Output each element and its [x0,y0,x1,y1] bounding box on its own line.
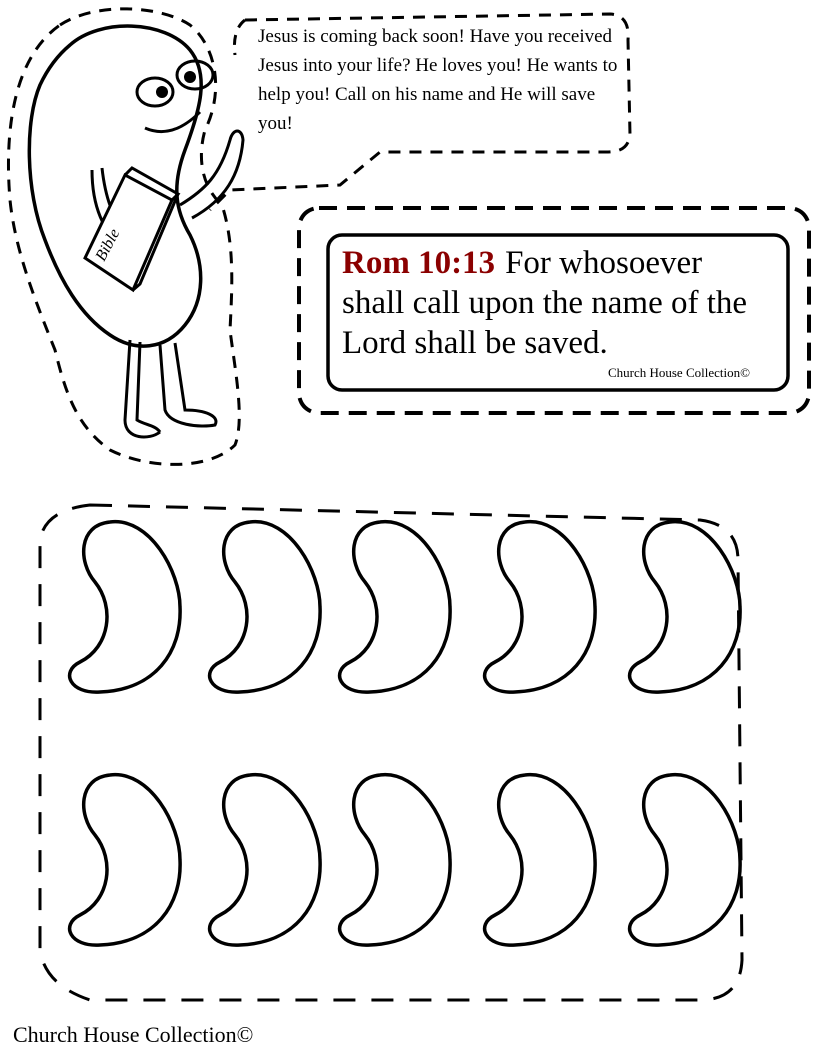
verse-reference: Rom 10:13 [342,245,496,281]
bean-cutout [210,522,321,692]
verse-credit: Church House Collection© [607,365,750,380]
speech-bubble-left-edge [234,20,245,55]
bean-character-body [29,26,201,346]
bean-cut-line [40,505,742,1000]
waving-arm [180,131,243,218]
left-pupil [156,86,168,98]
bean-cutout [340,775,451,945]
bean-cutouts [70,522,741,945]
bean-cutout [70,522,181,692]
right-pupil [184,71,196,83]
verse-text: For whosoever shall call upon the name of the Lord shall be saved. [342,245,748,361]
bean-cutout [630,522,741,692]
footer-credit: Church House Collection© [13,1022,254,1047]
bean-cutout [485,522,596,692]
bean-cutout [630,775,741,945]
verse-box [328,235,770,385]
bean-cutout [340,522,451,692]
bean-cutout [70,775,181,945]
bean-cutout [210,775,321,945]
verse-main [342,243,772,363]
bible-label: Bible [92,226,124,264]
speech-bubble-text: Jesus is coming back soon! Have you received Jesus into your life? He loves you! He wants to help you! Call on his name and He will save you! [258,26,618,134]
bean-cutout [485,775,596,945]
bible-book [85,168,178,290]
left-leg [125,340,160,437]
right-leg [160,343,216,426]
